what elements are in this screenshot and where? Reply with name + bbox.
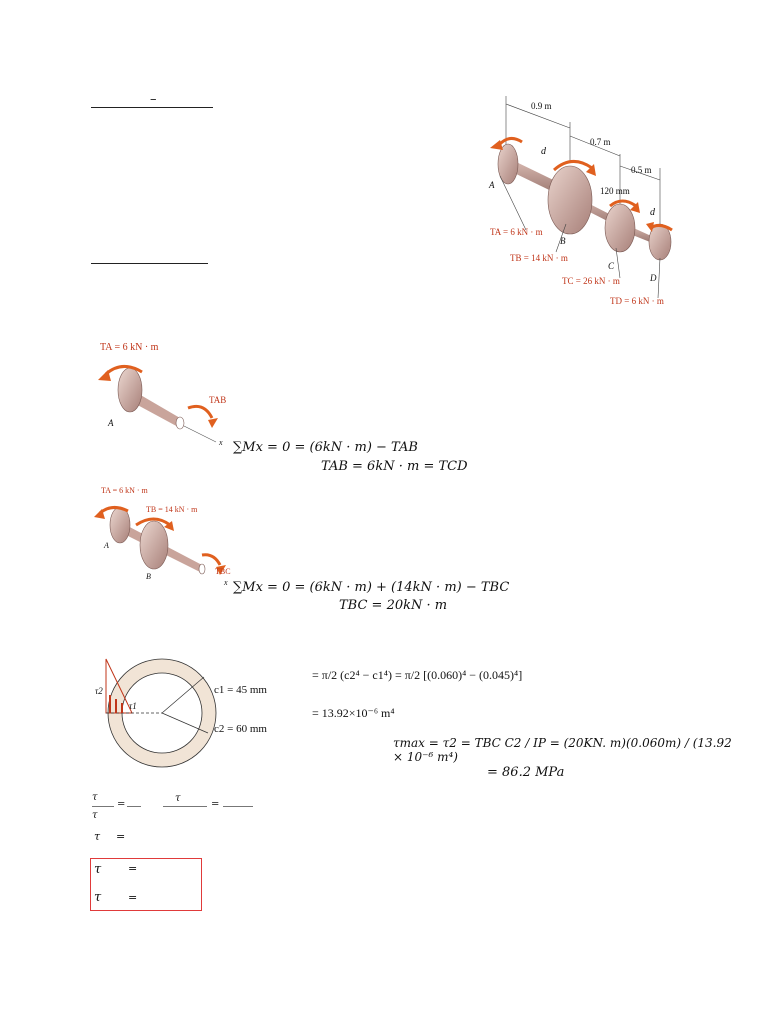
ratio-bar-2 [127, 806, 141, 807]
ratio-tau-right: τ [175, 793, 181, 804]
torque-b-label: TB = 14 kN · m [510, 253, 568, 263]
torque-c-label: TC = 26 kN · m [562, 276, 620, 286]
answer-box [90, 858, 202, 911]
dim-cd: 0.5 m [631, 165, 652, 175]
c1-label: c1 = 45 mm [214, 684, 267, 696]
fbd2-tb-label: TB = 14 kN · m [146, 505, 198, 514]
result-tau: τ [94, 830, 101, 843]
fbd2-equation-1: ∑Mx = 0 = (6kN · m) + (14kN · m) − TBC [233, 580, 510, 595]
ratio-equals-1: = [117, 799, 126, 810]
label-d-2: d [650, 207, 655, 218]
fbd1-tab-label: TAB [209, 395, 227, 405]
fbd1-equation-2: TAB = 6kN · m = TCD [321, 459, 468, 474]
point-b: B [560, 236, 566, 246]
cross-section-figure [92, 655, 222, 770]
c2-label: c2 = 60 mm [214, 723, 267, 735]
fbd2-ta-label: TA = 6 kN · m [101, 486, 148, 495]
ratio-tau-top: τ [92, 792, 98, 803]
result-equals: = [116, 830, 126, 843]
fbd2-point-b: B [146, 572, 151, 581]
fbd1-ta-label: TA = 6 kN · m [100, 342, 159, 353]
boxed-equals-2: = [128, 891, 138, 904]
fbd2-equation-2: TBC = 20kN · m [339, 598, 448, 613]
tau-max-result: = 86.2 MPa [487, 765, 565, 780]
boxed-equals-1: = [128, 862, 138, 875]
fbd2-tbc-label: TBC [215, 567, 231, 576]
fbd2-axis-x: x [224, 578, 228, 587]
label-d-1: d [541, 146, 546, 157]
header-rule-2 [91, 263, 208, 264]
point-a: A [489, 180, 495, 190]
polar-moment-eq-1: = π/2 (c2⁴ − c1⁴) = π/2 [(0.060)⁴ − (0.045)⁴] [312, 668, 523, 682]
torque-a-label: TA = 6 kN · m [490, 227, 543, 237]
boxed-tau-2: τ [94, 890, 102, 905]
tau-max-equation: τmax = τ2 = TBC C2 / IP = (20KN. m)(0.060m) / (13.92 × 10⁻⁶ m⁴) [393, 736, 732, 764]
fbd1-axis-x: x [219, 438, 223, 447]
fbd1-equation-1: ∑Mx = 0 = (6kN · m) − TAB [233, 440, 418, 455]
dim-bc: 0.7 m [590, 137, 611, 147]
ratio-equals-2: = [211, 799, 220, 810]
header-bar-glyph: – [150, 92, 157, 107]
point-c: C [608, 261, 615, 271]
tau2-label: τ2 [95, 686, 103, 696]
dim-120: 120 mm [600, 186, 630, 196]
point-d: D [650, 273, 657, 283]
fbd2-point-a: A [104, 541, 109, 550]
dim-ab: 0.9 m [531, 101, 552, 111]
polar-moment-eq-2: = 13.92×10⁻⁶ m⁴ [312, 706, 395, 720]
ratio-bar-4 [223, 806, 253, 807]
ratio-bar-1 [92, 806, 114, 807]
fbd1-point-a: A [108, 418, 114, 428]
boxed-tau-1: τ [94, 862, 102, 877]
ratio-tau-bottom: τ [92, 810, 98, 821]
ratio-bar-3 [163, 806, 207, 807]
torque-d-label: TD = 6 kN · m [610, 296, 664, 306]
header-rule-1 [91, 107, 213, 108]
tau1-label: τ1 [129, 701, 137, 711]
